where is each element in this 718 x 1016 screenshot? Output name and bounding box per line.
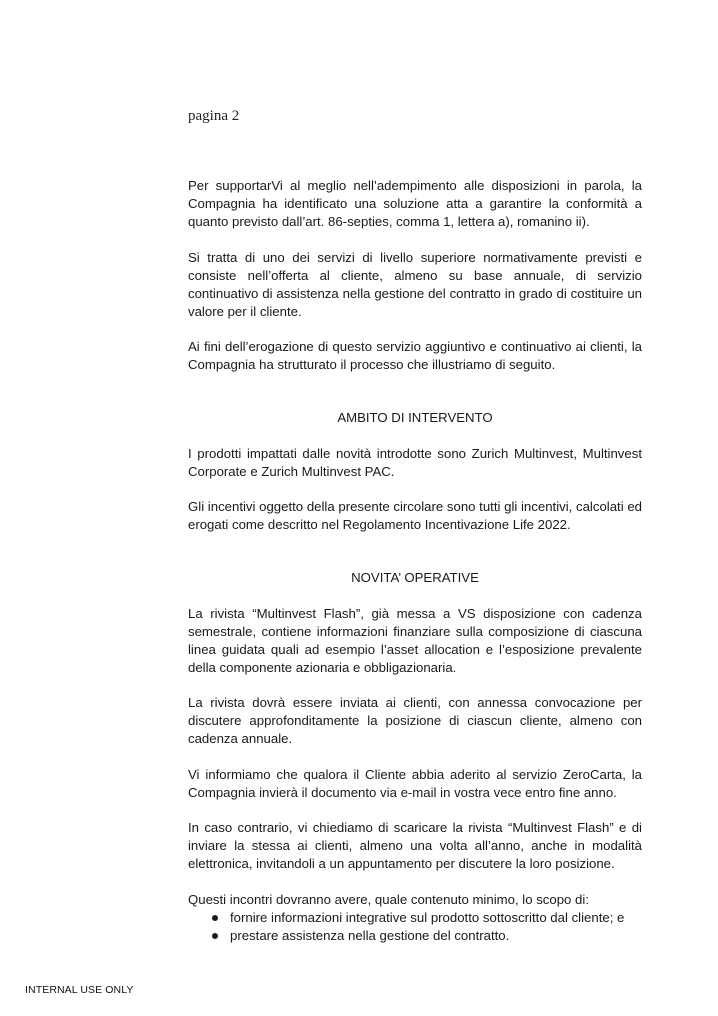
conjunction: e xyxy=(246,463,262,479)
product-name: Zurich Multinvest, Multinvest Corporate xyxy=(188,445,642,479)
paragraph: La rivista “Multinvest Flash”, già messa a VS disposizione con cadenza semestrale, contiene informazioni finanziare sulla composizione di ciascuna linea guidata quali ad esempio l’asset allocation e l’esposizione prevalente della componente azionaria e obbligazionaria. xyxy=(188,605,642,675)
section-heading-ambito: AMBITO DI INTERVENTO xyxy=(337,410,493,425)
section-heading-novita: NOVITA’ OPERATIVE xyxy=(351,570,479,585)
paragraph: Si tratta di uno dei servizi di livello superiore normativamente previsti e consiste nell’offerta al cliente, almeno su base annuale, di servizio continuativo di assistenza nella gestione del contratto in grado di costituire un valore per il cliente. xyxy=(188,249,642,319)
paragraph: Vi informiamo che qualora il Cliente abbia aderito al servizio ZeroCarta, la Compagnia invierà il documento via e-mail in vostra vece entro fine anno. xyxy=(188,766,642,800)
list-item-text: fornire informazioni integrative sul prodotto sottoscritto dal cliente; e xyxy=(230,909,625,925)
document-body xyxy=(188,177,642,945)
bullet-icon xyxy=(212,933,218,939)
products-intro: I prodotti impattati dalle novità introdotte sono xyxy=(188,445,472,461)
footer-label: INTERNAL USE ONLY xyxy=(25,984,134,996)
paragraph: Questi incontri dovranno avere, quale contenuto minimo, lo scopo di: xyxy=(188,891,589,907)
list-item xyxy=(212,927,642,945)
paragraph: Per supportarVi al meglio nell’adempimento alle disposizioni in parola, la Compagnia ha identificato una soluzione atta a garantire la conformità a quanto previsto dall’art. 86-septies, comma 1, lettera a), romanino ii). xyxy=(188,178,642,229)
period: . xyxy=(390,463,395,479)
products-paragraph xyxy=(188,445,642,481)
bullet-list xyxy=(188,909,642,945)
paragraph: La rivista dovrà essere inviata ai clienti, con annessa convocazione per discutere approfonditamente la posizione di ciascun cliente, almeno con cadenza annuale. xyxy=(188,695,642,746)
page-number: pagina 2 xyxy=(188,108,240,124)
paragraph: Ai fini dell’erogazione di questo servizio aggiuntivo e continuativo ai clienti, la Compagnia ha strutturato il processo che illustriamo di seguito. xyxy=(188,339,642,372)
paragraph: In caso contrario, vi chiediamo di scaricare la rivista “Multinvest Flash” e di inviare la stessa ai clienti, almeno una volta all’anno, anche in modalità elettronica, invitandoli a un appuntamento per discutere la loro posizione. xyxy=(188,820,642,871)
paragraph: Gli incentivi oggetto della presente circolare sono tutti gli incentivi, calcolati ed erogati come descritto nel Regolamento Incentivazione Life 2022. xyxy=(188,499,642,532)
product-name: Zurich Multinvest PAC xyxy=(261,463,391,479)
list-item-text: prestare assistenza nella gestione del contratto. xyxy=(230,927,510,943)
list-item xyxy=(212,909,642,927)
bullet-icon xyxy=(212,915,218,921)
